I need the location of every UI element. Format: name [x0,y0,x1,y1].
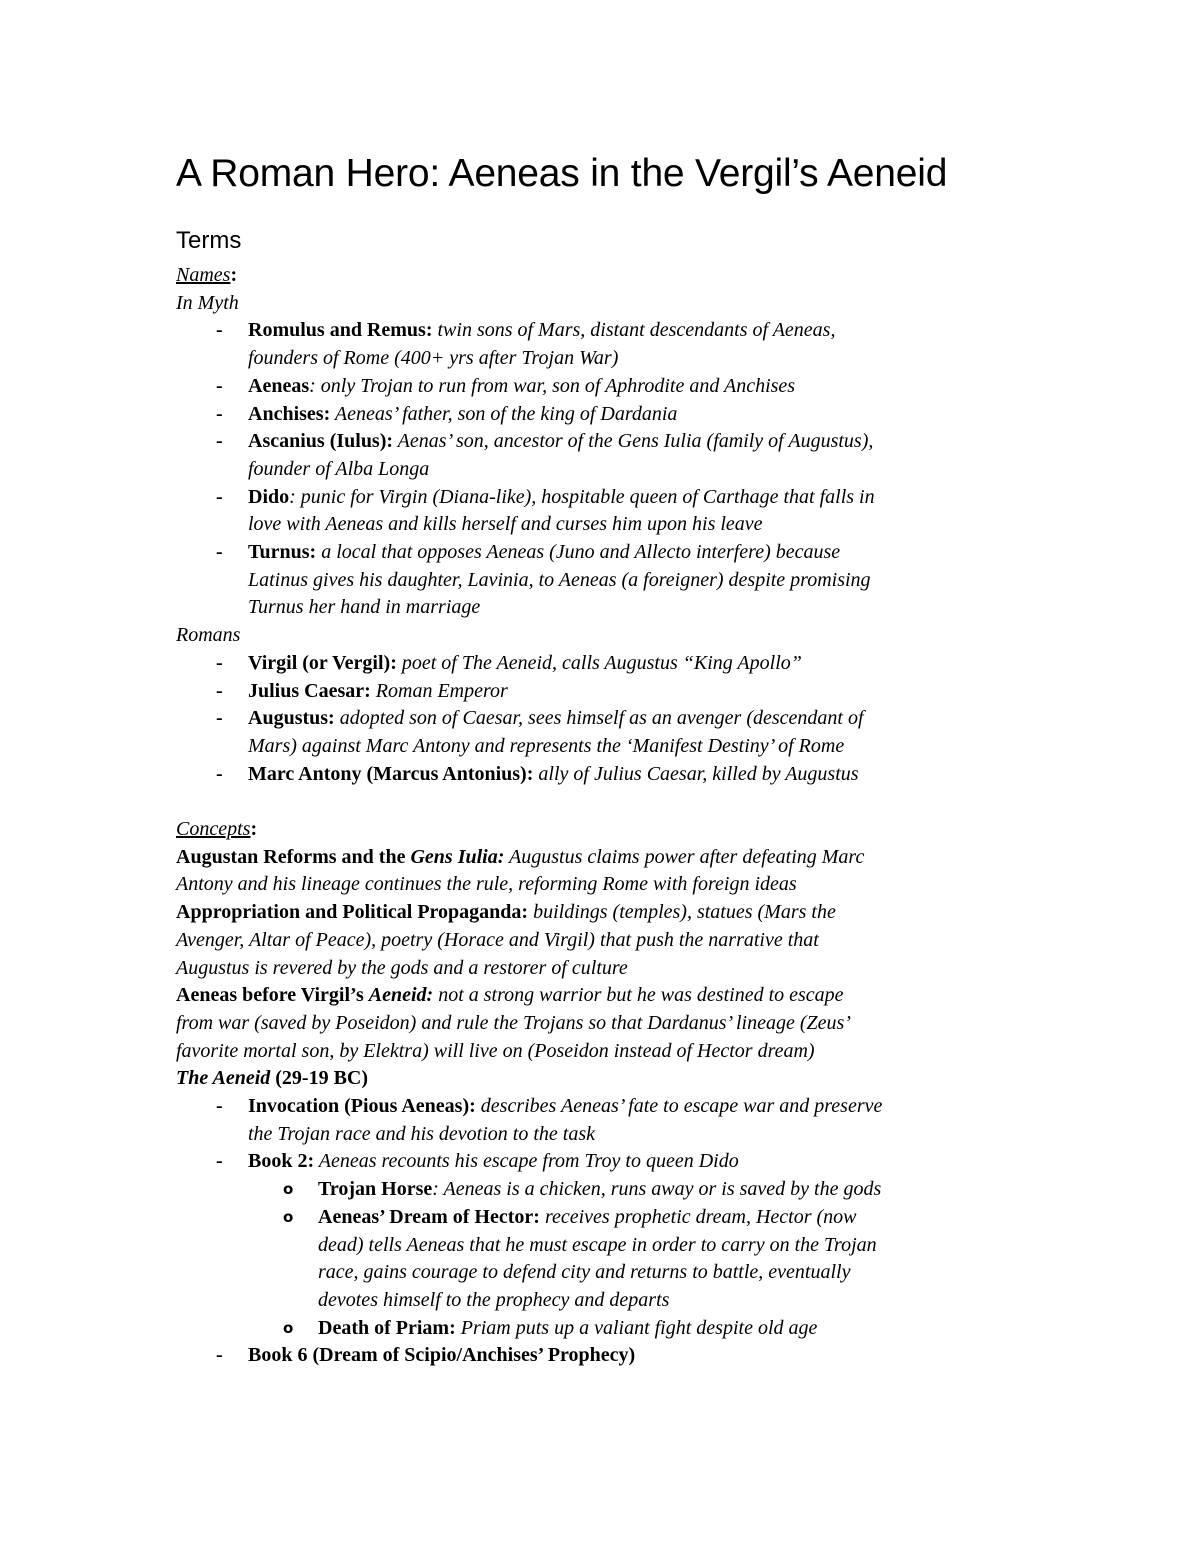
list-item [176,705,1036,760]
concepts-label-line [176,816,1036,844]
circle-bullet-icon: o [283,1180,294,1199]
concept-term-italic: Gens Iulia: [410,845,505,868]
item-term: Turnus: [248,541,317,564]
item-term: Julius Caesar: [248,679,371,702]
aeneid-heading [176,1065,1036,1093]
item-term: Virgil (or Vergil): [248,651,397,674]
concept-term: Augustan Reforms and the [176,845,411,868]
list-item [176,761,1036,789]
concept-desc-cont: favorite mortal son, by Elektra) will live on (Poseidon instead of Hector dream) [176,1039,815,1062]
in-myth-label: In Myth [176,291,239,314]
item-desc-cont: Turnus her hand in marriage [248,596,481,619]
item-desc-cont: Latinus gives his daughter, Lavinia, to Aeneas (a foreigner) despite promising [248,568,871,591]
item-term: Augustus: [248,707,335,730]
item-desc-cont: Mars) against Marc Antony and represents the ‘Manifest Destiny’ of Rome [248,734,845,757]
concept-desc-cont: from war (saved by Poseidon) and rule the Trojans so that Dardanus’ lineage (Zeus’ [176,1011,851,1034]
item-desc: receives prophetic dream, Hector (now [539,1205,857,1228]
concept-appropriation [176,899,1036,982]
list-item [176,317,1036,372]
item-term: Trojan Horse [318,1178,433,1201]
item-term: Marc Antony (Marcus Antonius): [248,762,534,785]
dash-bullet: - [216,1344,223,1367]
item-term: Romulus and Remus: [248,319,433,342]
item-desc: ally of Julius Caesar, killed by Augustus [533,762,859,785]
list-item [176,401,1036,429]
concept-desc: Augustus claims power after defeating Marc [504,845,865,868]
names-label-line [176,262,1036,290]
concept-term: Appropriation and Political Propaganda: [176,901,529,924]
names-colon: : [230,264,238,286]
list-item-invocation [176,1093,1036,1148]
concept-desc: not a strong warrior but he was destined to escape [433,984,844,1007]
concept-desc-cont: Avenger, Altar of Peace), poetry (Horace and Virgil) that push the narrative that [176,928,819,951]
myth-list [176,317,1036,622]
item-desc: : only Trojan to run from war, son of Aphrodite and Anchises [309,374,796,397]
list-item [176,678,1036,706]
item-term: Dido [248,485,290,508]
item-desc-cont: devotes himself to the prophecy and departs [318,1289,670,1311]
document-body [176,262,1036,1370]
item-desc: Priam puts up a valiant fight despite old age [455,1316,818,1339]
list-item [176,373,1036,401]
page-title: A Roman Hero: Aeneas in the Vergil’s Aeneid [176,152,948,195]
dash-bullet: - [216,485,223,508]
circle-bullet-icon: o [283,1318,294,1337]
romans-label: Romans [176,624,241,647]
dash-bullet: - [216,679,223,702]
sub-list-item [176,1176,1036,1204]
item-term: Book 6 (Dream of Scipio/Anchises’ Prophecy) [248,1344,636,1367]
concept-term: Aeneas before Virgil’s [176,984,369,1007]
concept-desc-cont: Augustus is revered by the gods and a restorer of culture [176,956,628,979]
item-desc-cont: race, gains courage to defend city and returns to battle, eventually [318,1261,851,1284]
list-item [176,539,1036,622]
item-desc: adopted son of Caesar, sees himself as an avenger (descendant of [334,707,864,730]
sub-list-item [176,1315,1036,1343]
dash-bullet: - [216,651,223,674]
item-term: Aeneas [248,374,310,397]
item-term: Death of Priam: [318,1316,456,1339]
item-desc: describes Aeneas’ fate to escape war and preserve [475,1095,883,1118]
item-term: Ascanius (Iulus): [248,430,394,453]
concepts-colon: : [250,818,258,841]
concept-desc-cont: Antony and his lineage continues the rule, reforming Rome with foreign ideas [176,873,797,896]
item-desc: twin sons of Mars, distant descendants of Aeneas, [432,319,836,342]
list-item-book-6 [176,1342,1036,1370]
item-term: Anchises: [248,402,331,425]
item-desc: Aeneas’ father, son of the king of Dardania [330,402,678,425]
item-desc: a local that opposes Aeneas (Juno and Allecto interfere) because [316,541,841,564]
concept-aeneas-before-virgil [176,982,1036,1065]
item-desc-cont: founders of Rome (400+ yrs after Trojan War) [248,347,619,370]
book-2-sublist [176,1176,1036,1342]
item-desc: Aenas’ son, ancestor of the Gens Iulia (family of Augustus), [393,430,874,453]
dash-bullet: - [216,541,223,564]
list-item [176,428,1036,483]
item-desc: : Aeneas is a chicken, runs away or is saved by the gods [432,1178,882,1201]
item-desc: Aeneas recounts his escape from Troy to queen Dido [314,1150,739,1173]
dash-bullet: - [216,430,223,453]
item-term: Aeneas’ Dream of Hector: [318,1205,540,1228]
dash-bullet: - [216,374,223,397]
item-desc-cont: founder of Alba Longa [248,457,430,480]
item-term: Book 2: [248,1150,315,1173]
list-item [176,650,1036,678]
dash-bullet: - [216,1150,223,1173]
list-item-book-2 [176,1148,1036,1176]
dash-bullet: - [216,319,223,342]
spacer [176,788,1036,816]
names-label: Names [176,264,231,286]
item-desc-cont: dead) tells Aeneas that he must escape in order to carry on the Trojan [318,1233,877,1256]
dash-bullet: - [216,707,223,730]
item-term: Invocation (Pious Aeneas): [248,1095,476,1118]
item-desc: : punic for Virgin (Diana-like), hospitable queen of Carthage that falls in [289,485,875,508]
sub-list-item [176,1204,1036,1315]
item-desc: poet of The Aeneid, calls Augustus “King Apollo” [396,651,802,674]
list-item [176,484,1036,539]
aeneid-title: The Aeneid [176,1067,271,1090]
terms-heading: Terms [176,227,242,254]
dash-bullet: - [216,1095,223,1118]
item-desc-cont: the Trojan race and his devotion to the task [248,1122,596,1145]
aeneid-dates: (29-19 BC) [270,1067,369,1090]
concepts-label: Concepts [176,818,251,841]
concept-term-italic: Aeneid: [368,984,434,1007]
romans-list [176,650,1036,789]
circle-bullet-icon: o [283,1207,294,1226]
item-desc-cont: love with Aeneas and kills herself and curses him upon his leave [248,513,763,536]
dash-bullet: - [216,402,223,425]
concept-augustan-reforms [176,844,1036,899]
concept-desc: buildings (temples), statues (Mars the [528,901,836,924]
dash-bullet: - [216,762,223,785]
item-desc: Roman Emperor [370,679,508,702]
